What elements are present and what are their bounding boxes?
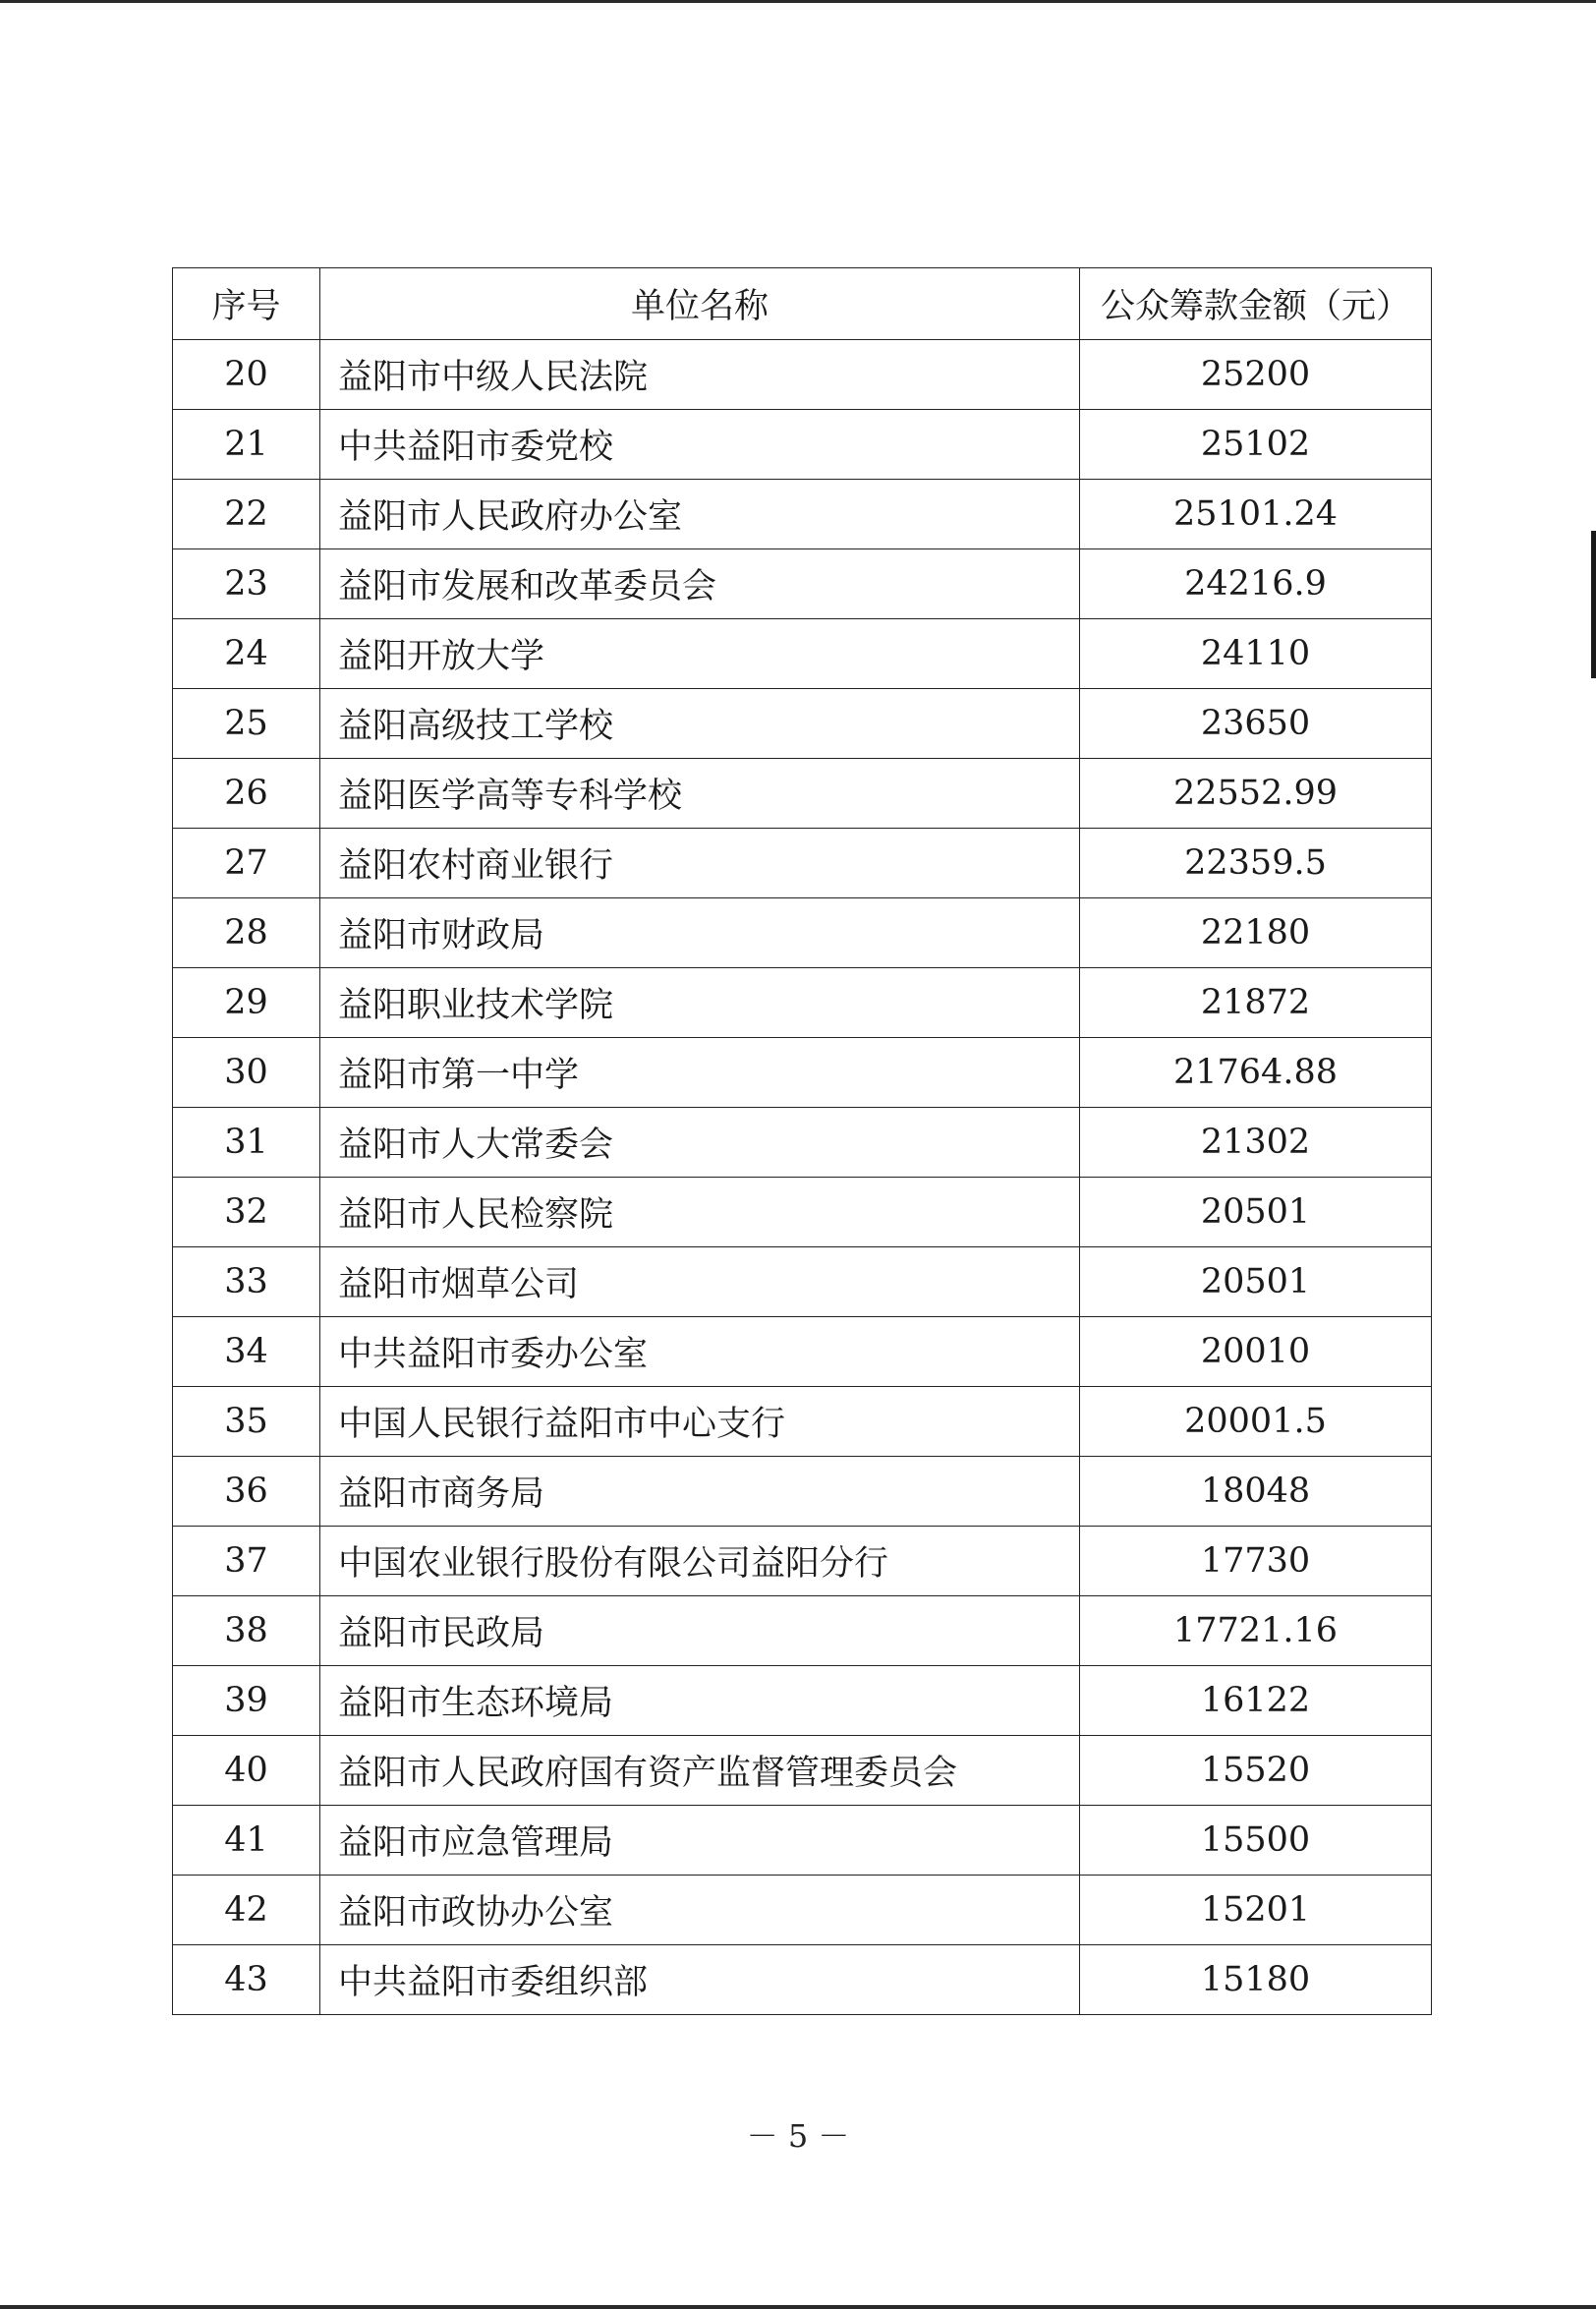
row-donation-amount: 21872 bbox=[1080, 968, 1432, 1038]
row-unit-name: 益阳高级技工学校 bbox=[320, 689, 1080, 759]
row-unit-name: 益阳市商务局 bbox=[320, 1457, 1080, 1527]
scan-top-edge bbox=[0, 0, 1596, 3]
row-unit-name: 益阳市第一中学 bbox=[320, 1038, 1080, 1108]
row-serial-number: 28 bbox=[173, 898, 320, 968]
row-serial-number: 31 bbox=[173, 1108, 320, 1178]
row-unit-name: 中共益阳市委组织部 bbox=[320, 1945, 1080, 2015]
row-serial-number: 25 bbox=[173, 689, 320, 759]
row-unit-name: 益阳职业技术学院 bbox=[320, 968, 1080, 1038]
row-donation-amount: 20501 bbox=[1080, 1178, 1432, 1247]
row-serial-number: 23 bbox=[173, 549, 320, 619]
scan-edge-mark bbox=[1591, 531, 1596, 678]
scan-bottom-edge bbox=[0, 2305, 1596, 2309]
row-serial-number: 27 bbox=[173, 829, 320, 898]
table-row bbox=[173, 340, 1432, 410]
row-serial-number: 36 bbox=[173, 1457, 320, 1527]
row-unit-name: 益阳市财政局 bbox=[320, 898, 1080, 968]
row-donation-amount: 20010 bbox=[1080, 1317, 1432, 1387]
table-row bbox=[173, 1317, 1432, 1387]
table-row bbox=[173, 1387, 1432, 1457]
row-donation-amount: 20001.5 bbox=[1080, 1387, 1432, 1457]
table-row bbox=[173, 480, 1432, 549]
row-donation-amount: 15180 bbox=[1080, 1945, 1432, 2015]
row-unit-name: 益阳市生态环境局 bbox=[320, 1666, 1080, 1736]
row-unit-name: 益阳市人民政府办公室 bbox=[320, 480, 1080, 549]
table-row bbox=[173, 1178, 1432, 1247]
row-donation-amount: 25101.24 bbox=[1080, 480, 1432, 549]
donation-table bbox=[172, 267, 1432, 2015]
row-unit-name: 中共益阳市委办公室 bbox=[320, 1317, 1080, 1387]
row-serial-number: 20 bbox=[173, 340, 320, 410]
table-row bbox=[173, 829, 1432, 898]
table-row bbox=[173, 549, 1432, 619]
table-header-row bbox=[173, 268, 1432, 340]
row-serial-number: 30 bbox=[173, 1038, 320, 1108]
row-unit-name: 益阳市中级人民法院 bbox=[320, 340, 1080, 410]
table-row bbox=[173, 1596, 1432, 1666]
row-serial-number: 43 bbox=[173, 1945, 320, 2015]
row-donation-amount: 21764.88 bbox=[1080, 1038, 1432, 1108]
row-unit-name: 中国人民银行益阳市中心支行 bbox=[320, 1387, 1080, 1457]
row-donation-amount: 17721.16 bbox=[1080, 1596, 1432, 1666]
row-serial-number: 24 bbox=[173, 619, 320, 689]
row-serial-number: 26 bbox=[173, 759, 320, 829]
row-serial-number: 42 bbox=[173, 1876, 320, 1945]
row-unit-name: 益阳市人民检察院 bbox=[320, 1178, 1080, 1247]
row-donation-amount: 25200 bbox=[1080, 340, 1432, 410]
row-serial-number: 39 bbox=[173, 1666, 320, 1736]
header-serial-number: 序号 bbox=[173, 268, 320, 340]
row-serial-number: 35 bbox=[173, 1387, 320, 1457]
table-row bbox=[173, 619, 1432, 689]
row-serial-number: 21 bbox=[173, 410, 320, 480]
header-unit-name: 单位名称 bbox=[320, 268, 1080, 340]
row-serial-number: 41 bbox=[173, 1806, 320, 1876]
table-row bbox=[173, 1876, 1432, 1945]
row-unit-name: 益阳市发展和改革委员会 bbox=[320, 549, 1080, 619]
row-unit-name: 中国农业银行股份有限公司益阳分行 bbox=[320, 1527, 1080, 1596]
table-row bbox=[173, 1108, 1432, 1178]
row-unit-name: 益阳开放大学 bbox=[320, 619, 1080, 689]
row-donation-amount: 22552.99 bbox=[1080, 759, 1432, 829]
row-donation-amount: 18048 bbox=[1080, 1457, 1432, 1527]
page-number: － 5 － bbox=[746, 2117, 850, 2155]
row-donation-amount: 16122 bbox=[1080, 1666, 1432, 1736]
row-donation-amount: 15520 bbox=[1080, 1736, 1432, 1806]
row-serial-number: 37 bbox=[173, 1527, 320, 1596]
row-donation-amount: 25102 bbox=[1080, 410, 1432, 480]
table-row bbox=[173, 1038, 1432, 1108]
row-unit-name: 益阳市政协办公室 bbox=[320, 1876, 1080, 1945]
row-donation-amount: 15201 bbox=[1080, 1876, 1432, 1945]
table-body bbox=[173, 340, 1432, 2015]
table-row bbox=[173, 1736, 1432, 1806]
row-unit-name: 益阳市人大常委会 bbox=[320, 1108, 1080, 1178]
table-row bbox=[173, 898, 1432, 968]
row-donation-amount: 21302 bbox=[1080, 1108, 1432, 1178]
row-serial-number: 22 bbox=[173, 480, 320, 549]
table-row bbox=[173, 1666, 1432, 1736]
row-unit-name: 中共益阳市委党校 bbox=[320, 410, 1080, 480]
table-row bbox=[173, 1806, 1432, 1876]
row-unit-name: 益阳市烟草公司 bbox=[320, 1247, 1080, 1317]
table-row bbox=[173, 759, 1432, 829]
row-serial-number: 33 bbox=[173, 1247, 320, 1317]
row-unit-name: 益阳市应急管理局 bbox=[320, 1806, 1080, 1876]
row-serial-number: 34 bbox=[173, 1317, 320, 1387]
row-donation-amount: 22180 bbox=[1080, 898, 1432, 968]
row-unit-name: 益阳医学高等专科学校 bbox=[320, 759, 1080, 829]
header-donation-amount: 公众筹款金额（元） bbox=[1080, 268, 1432, 340]
table-row bbox=[173, 1527, 1432, 1596]
row-donation-amount: 17730 bbox=[1080, 1527, 1432, 1596]
table-row bbox=[173, 1457, 1432, 1527]
table-row bbox=[173, 968, 1432, 1038]
row-serial-number: 38 bbox=[173, 1596, 320, 1666]
row-unit-name: 益阳农村商业银行 bbox=[320, 829, 1080, 898]
table-row bbox=[173, 410, 1432, 480]
row-donation-amount: 23650 bbox=[1080, 689, 1432, 759]
row-serial-number: 32 bbox=[173, 1178, 320, 1247]
table-row bbox=[173, 1945, 1432, 2015]
table-row bbox=[173, 689, 1432, 759]
table-row bbox=[173, 1247, 1432, 1317]
row-donation-amount: 24110 bbox=[1080, 619, 1432, 689]
row-serial-number: 40 bbox=[173, 1736, 320, 1806]
row-donation-amount: 24216.9 bbox=[1080, 549, 1432, 619]
row-serial-number: 29 bbox=[173, 968, 320, 1038]
donation-table-container bbox=[172, 267, 1428, 2015]
row-donation-amount: 22359.5 bbox=[1080, 829, 1432, 898]
row-unit-name: 益阳市人民政府国有资产监督管理委员会 bbox=[320, 1736, 1080, 1806]
row-donation-amount: 15500 bbox=[1080, 1806, 1432, 1876]
row-donation-amount: 20501 bbox=[1080, 1247, 1432, 1317]
row-unit-name: 益阳市民政局 bbox=[320, 1596, 1080, 1666]
